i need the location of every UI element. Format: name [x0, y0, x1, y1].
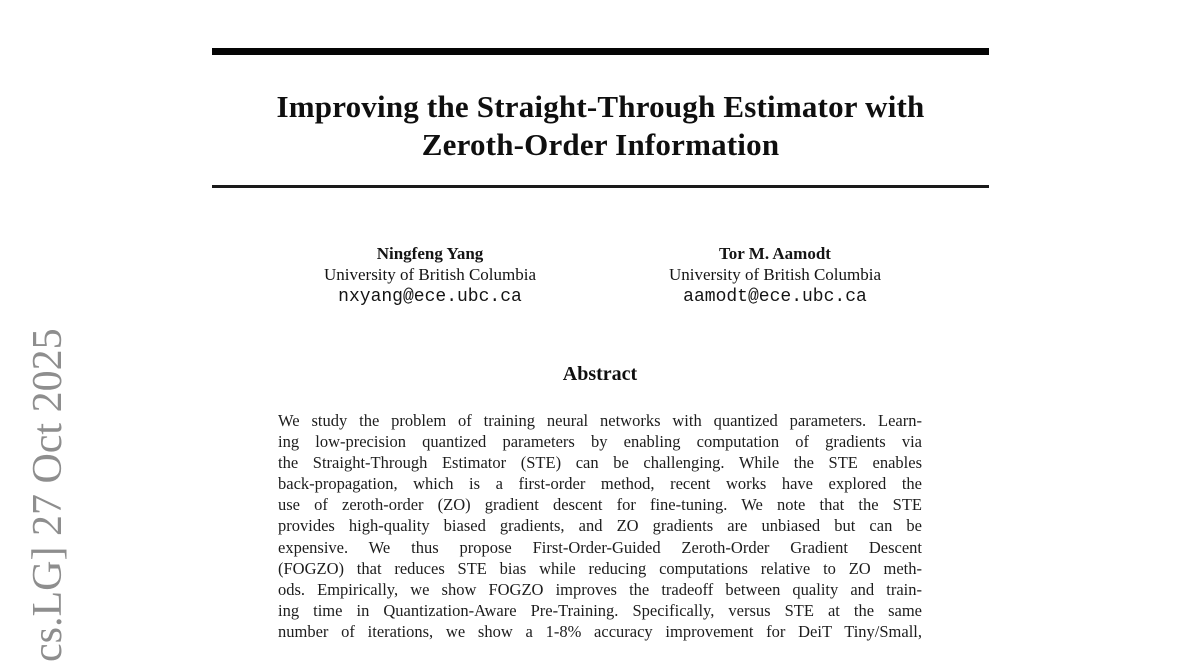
author-name: Tor M. Aamodt — [719, 244, 831, 263]
author-block-2 — [625, 243, 925, 309]
author-affiliation: University of British Columbia — [668, 265, 882, 284]
abstract-line: the Straight-Through Estimator (STE) can be challenging. While the STE enables — [278, 453, 922, 473]
abstract-line: ing low-precision quantized parameters by enabling computation of gradients via — [278, 432, 922, 452]
abstract-text — [278, 410, 922, 642]
author-email: nxyang@ece.ubc.ca — [338, 287, 522, 307]
abstract-line: expensive. We thus propose First-Order-Guided Zeroth-Order Gradient Descent — [278, 537, 922, 557]
author-affiliation: University of British Columbia — [323, 265, 537, 284]
abstract-line: number of iterations, we show a 1-8% accuracy improvement for DeiT Tiny/Small, — [278, 621, 922, 641]
abstract-line: (FOGZO) that reduces STE bias while reducing computations relative to ZO meth- — [278, 558, 922, 578]
author-name: Ningfeng Yang — [376, 244, 484, 263]
top-rule — [212, 48, 989, 55]
arxiv-stamp-watermark: cs.LG] 27 Oct 2025 — [25, 328, 71, 662]
abstract-heading: Abstract — [562, 363, 638, 385]
abstract-line: use of zeroth-order (ZO) gradient descent for fine-tuning. We note that the STE — [278, 495, 922, 515]
abstract-line: back-propagation, which is a first-order method, recent works have explored the — [278, 474, 922, 494]
title-divider-rule — [212, 185, 989, 188]
abstract-line: We study the problem of training neural networks with quantized parameters. Learn- — [278, 411, 922, 430]
paper-title — [212, 88, 989, 164]
abstract-line: ing time in Quantization-Aware Pre-Training. Specifically, versus STE at the same — [278, 600, 922, 620]
abstract-line: provides high-quality biased gradients, and ZO gradients are unbiased but can be — [278, 516, 922, 536]
paper-title-line-1: Improving the Straight-Through Estimator with — [276, 89, 925, 124]
author-block-1 — [280, 243, 580, 309]
abstract-line: ods. Empirically, we show FOGZO improves the tradeoff between quality and train- — [278, 579, 922, 599]
paper-title-line-2: Zeroth-Order Information — [421, 127, 780, 162]
author-email: aamodt@ece.ubc.ca — [683, 287, 867, 307]
